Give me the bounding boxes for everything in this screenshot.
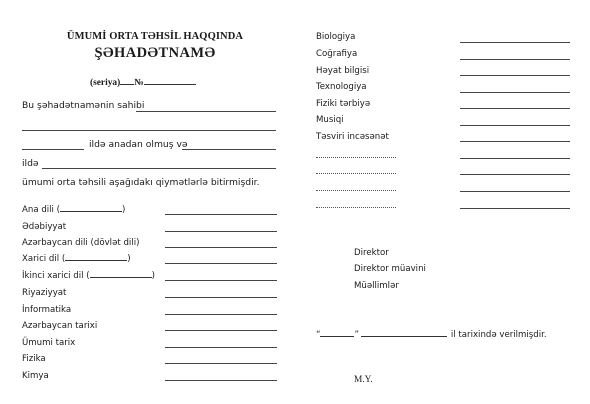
grade-field-biology[interactable] [460,42,570,43]
birth-year-field[interactable] [22,149,84,150]
subject-general-history: Ümumi tarix [22,338,76,348]
grade-field-literature[interactable] [165,231,277,232]
holder-name-field-2[interactable] [22,130,276,131]
seriya-label: (seriya) [90,78,121,88]
year-label: ildə [22,158,39,169]
grade-field-geography[interactable] [460,59,570,60]
right-page [300,0,590,404]
grade-field-informatics[interactable] [165,314,277,315]
grade-field-azerbaijani-language[interactable] [165,247,277,248]
subject-informatics: İnformatika [22,305,72,315]
stamp-place-label: M.Y. [354,375,373,385]
subject-mathematics: Riyaziyyat [22,288,67,298]
grade-field-physical-education[interactable] [460,108,570,109]
seriya-row [90,78,196,88]
issue-date-row: “ ” il tarixində verilmişdir. [316,330,547,340]
grade-field-extra-4[interactable] [460,208,570,209]
subject-foreign-language: Xarici dil ( ) [22,254,131,264]
extra-subject-field-4[interactable] [316,207,396,208]
grade-field-life-knowledge[interactable] [460,75,570,76]
subject-life-knowledge: Həyat bilgisi [316,66,370,76]
grade-field-azerbaijan-history[interactable] [165,330,277,331]
grade-field-technology[interactable] [460,92,570,93]
school-year-field[interactable] [182,149,276,150]
extra-subject-field-3[interactable] [316,190,396,191]
certificate-title: ŞƏHADƏTNAMƏ [94,45,216,61]
teachers-label: Müəllimlər [354,281,399,291]
grade-field-second-foreign-language[interactable] [165,280,277,281]
subject-music: Musiqi [316,115,344,125]
grade-field-native-language[interactable] [165,214,277,215]
school-name-field[interactable] [42,168,276,169]
grade-field-chemistry[interactable] [165,380,277,381]
holder-name-field[interactable] [136,111,276,112]
extra-subject-field-2[interactable] [316,173,396,174]
subject-second-foreign-language: İkinci xarici dil ( ) [22,271,155,281]
subject-physical-education: Fiziki tərbiyə [316,99,371,109]
grade-field-music[interactable] [460,125,570,126]
extra-subject-field-1[interactable] [316,157,396,158]
subject-azerbaijan-history: Azərbaycan tarixi [22,321,98,331]
issue-day-field[interactable] [320,335,354,337]
seriya-field[interactable] [120,83,134,85]
born-text: ildə anadan olmuş və [89,139,188,150]
deputy-director-label: Direktor müavini [354,264,426,274]
director-label: Direktor [354,248,389,258]
subject-physics: Fizika [22,354,46,364]
subject-fine-arts: Təsviri incəsənət [316,132,389,142]
native-language-field[interactable] [60,210,122,212]
certificate-heading-line1: ÜMUMİ ORTA TƏHSİL HAQQINDA [66,31,244,42]
subject-biology: Biologiya [316,32,356,42]
completed-text: ümumi orta təhsili aşağıdakı qiymətlərlə bitirmişdir. [22,177,260,188]
second-foreign-language-field[interactable] [90,276,152,278]
holder-label: Bu şəhadətnamənin sahibi [22,100,145,111]
subject-azerbaijani-language: Azərbaycan dili (dövlət dili) [22,238,140,248]
grade-field-fine-arts[interactable] [460,141,570,142]
subject-literature: Ədəbiyyat [22,222,67,232]
subject-chemistry: Kimya [22,371,49,381]
grade-field-extra-2[interactable] [460,174,570,175]
subject-native-language: Ana dili ( ) [22,205,126,215]
issue-month-year-field[interactable] [361,335,447,337]
grade-field-extra-1[interactable] [460,158,570,159]
grade-field-foreign-language[interactable] [165,263,277,264]
subject-technology: Texnologiya [316,82,367,92]
subject-geography: Coğrafiya [316,49,358,59]
number-field[interactable] [144,83,196,85]
grade-field-general-history[interactable] [165,347,277,348]
grade-field-physics[interactable] [165,363,277,364]
foreign-language-field[interactable] [65,259,127,261]
number-sign: № [134,78,144,88]
grade-field-mathematics[interactable] [165,297,277,298]
grade-field-extra-3[interactable] [460,191,570,192]
